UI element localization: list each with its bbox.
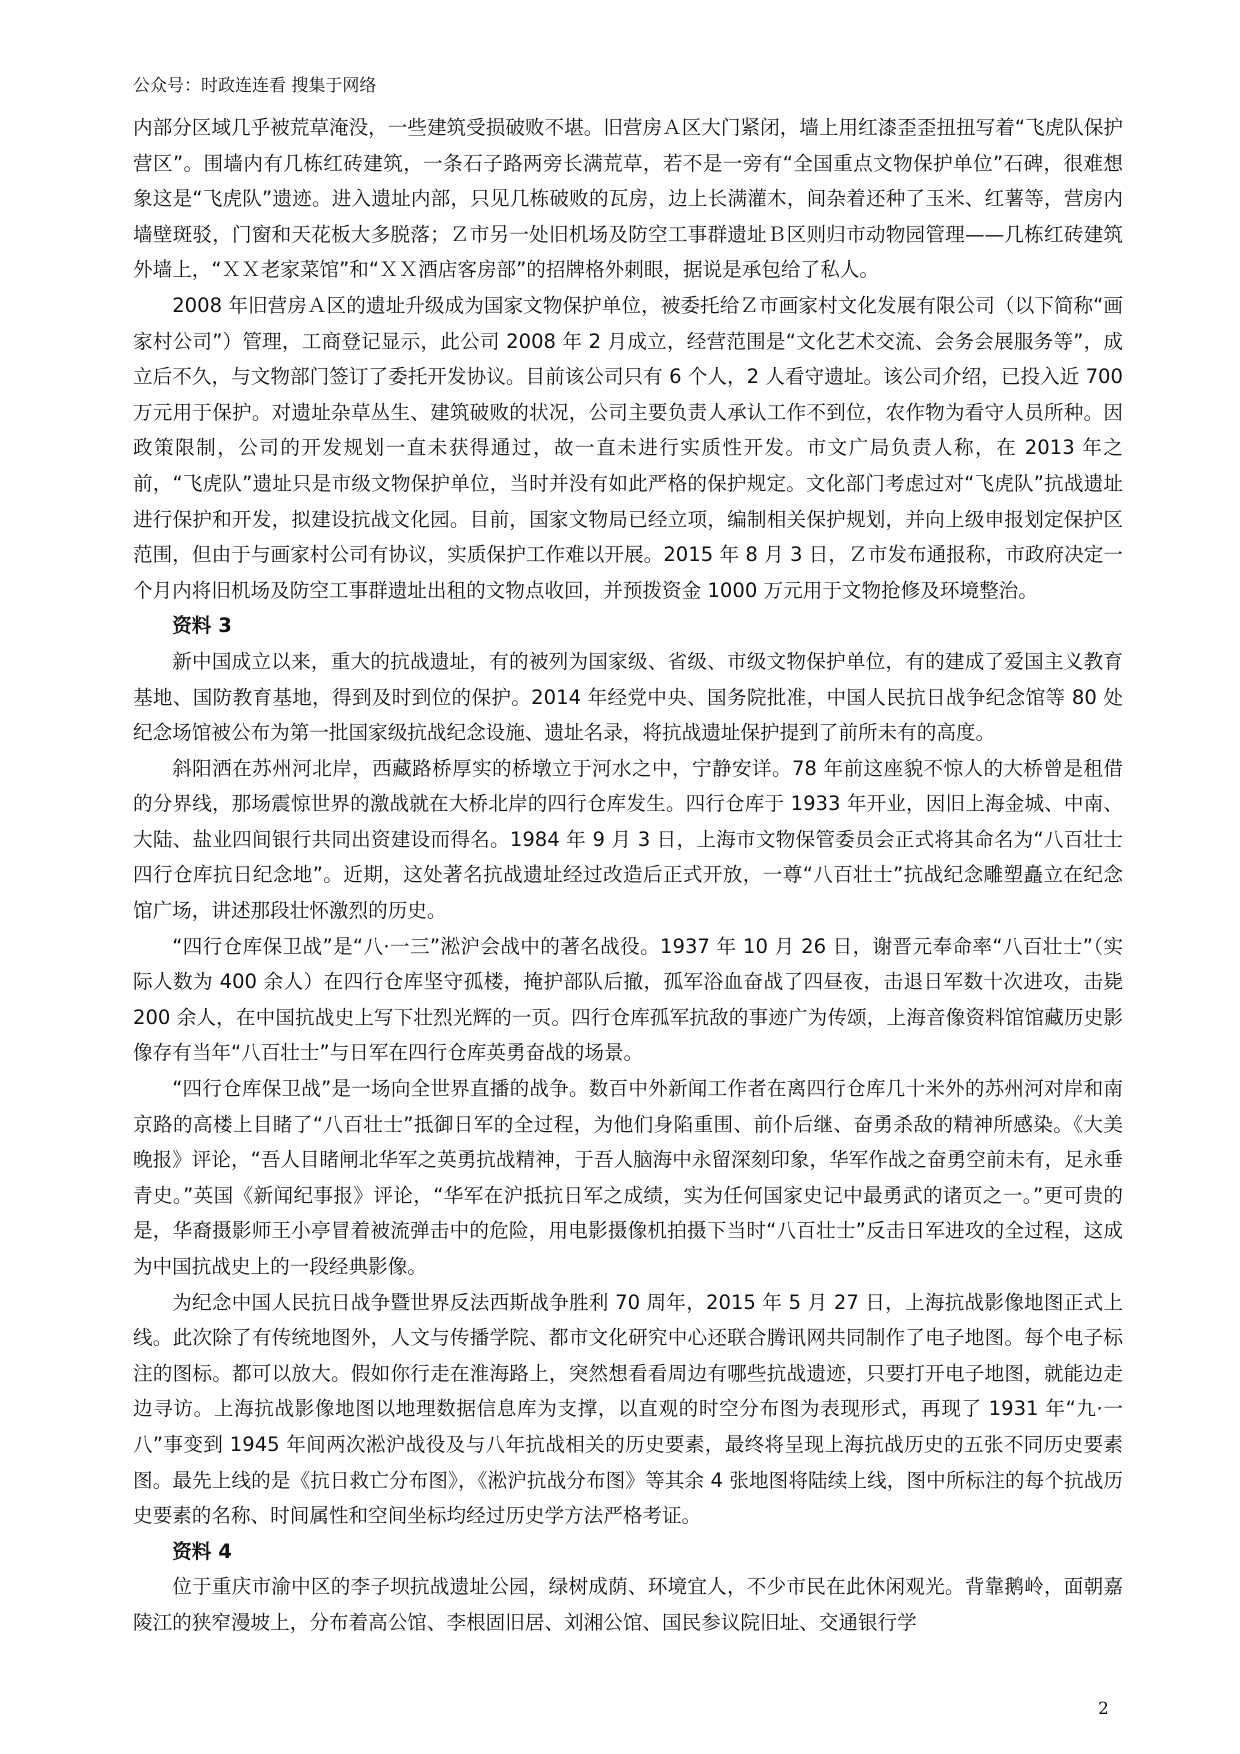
document-body: [133, 110, 1123, 1641]
paragraph-world-broadcast: “四行仓库保卫战”是一场向全世界直播的战争。数百中外新闻工作者在离四行仓库几十米外的苏州河对岸和南京路的高楼上目睹了“八百壮士”抵御日军的全过程，为他们身陷重围、前仆后继、奋勇杀敌的精神所感染。《大美晚报》评论，“吾人目睹闸北华军之英勇抗战精神，于吾人脑海中永留深刻印象，华军作战之奋勇空前未有，足永垂青史。”英国《新闻纪事报》评论，“华军在沪抵抗日军之成绩，实为任何国家史记中最勇武的诸页之一。”更可贵的是，华裔摄影师王小亭冒着被流弹击中的危险，用电影摄像机拍摄下当时“八百壮士”反击日军进攻的全过程，这成为中国抗战史上的一段经典影像。: [133, 1077, 1123, 1278]
section-title-material-3: 资料 3: [172, 614, 232, 638]
paragraph-shanghai-war-map: 为纪念中国人民抗日战争暨世界反法西斯战争胜利 70 周年，2015 年 5 月 27 日，上海抗战影像地图正式上线。此次除了有传统地图外，人文与传播学院、都市文化研究中心还联合腾讯网共同制作了电子地图。每个电子标注的图标。都可以放大。假如你行走在淮海路上，突然想看看周边有哪些抗战遗迹，只要打开电子地图，就能边走边寻访。上海抗战影像地图以地理数据信息库为支撑，以直观的时空分布图为表现形式，再现了 1931 年“九·一八”事变到 1945 年间两次淞沪战役及与八年抗战相关的历史要素，最终将呈现上海抗战历史的五张不同历史要素图。最先上线的是《抗日救亡分布图》，《淞沪抗战分布图》等其余 4 张地图将陆续上线，图中所标注的每个抗战历史要素的名称、时间属性和空间坐标均经过历史学方法严格考证。: [133, 1290, 1123, 1528]
paragraph-painters-village-company: 2008 年旧营房Ａ区的遗址升级成为国家文物保护单位，被委托给Ｚ市画家村文化发展有限公司（以下简称“画家村公司”）管理，工商登记显示，此公司 2008 年 2 月成立，经营范围是“文化艺术交流、会务会展服务等”，成立后不久，与文物部门签订了委托开发协议。目前该公司只有 6 个人，2 人看守遗址。该公司介绍，已投入近 700 万元用于保护。对遗址杂草丛生、建筑破败的状况，公司主要负责人承认工作不到位，农作物为看守人员所种。因政策限制，公司的开发规划一直未获得通过，故一直未进行实质性开发。市文广局负责人称，在 2013 年之前，“飞虎队”遗址只是市级文物保护单位，当时并没有如此严格的保护规定。文化部门考虑过对“飞虎队”抗战遗址进行保护和开发，拟建设抗战文化园。目前，国家文物局已经立项，编制相关保护规划，并向上级申报划定保护区范围，但由于与画家村公司有协议，实质保护工作难以开展。2015 年 8 月 3 日，Ｚ市发布通报称，市政府决定一个月内将旧机场及防空工事群遗址出租的文物点收回，并预拨资金 1000 万元用于文物抢修及环境整治。: [133, 293, 1123, 602]
paragraph-sihang-battle: “四行仓库保卫战”是“八·一三”淞沪会战中的著名战役。1937 年 10 月 26 日，谢晋元奉命率“八百壮士”（实际人数为 400 余人）在四行仓库坚守孤楼，掩护部队后撤，孤军浴血奋战了四昼夜，击退日军数十次进攻，击毙 200 余人，在中国抗战史上写下壮烈光辉的一页。四行仓库孤军抗敌的事迹广为传颂，上海音像资料馆馆藏历史影像存有当年“八百壮士”与日军在四行仓库英勇奋战的场景。: [133, 934, 1123, 1065]
paragraph-sihang-warehouse: 斜阳洒在苏州河北岸，西藏路桥厚实的桥墩立于河水之中，宁静安详。78 年前这座貌不惊人的大桥曾是租借的分界线，那场震惊世界的激战就在大桥北岸的四行仓库发生。四行仓库于 1933 年开业，因旧上海金城、中南、大陆、盐业四间银行共同出资建设而得名。1984 年 9 月 3 日，上海市文物保管委员会正式将其命名为“八百壮士四行仓库抗日纪念地”。近期，这处著名抗战遗址经过改造后正式开放，一尊“八百壮士”抗战纪念雕塑矗立在纪念馆广场，讲述那段壮怀激烈的历史。: [133, 756, 1123, 923]
paragraph-liziba-park: 位于重庆市渝中区的李子坝抗战遗址公园，绿树成荫、环境宜人，不少市民在此休闲观光。背靠鹅岭，面朝嘉陵江的狭窄漫坡上，分布着高公馆、李根固旧居、刘湘公馆、国民参议院旧址、交通银行学: [133, 1575, 1123, 1634]
page-header-source: 公众号：时政连连看 搜集于网络: [133, 76, 377, 96]
section-title-material-4: 资料 4: [172, 1539, 232, 1563]
paragraph-ruins-description: 内部分区域几乎被荒草淹没，一些建筑受损破败不堪。旧营房Ａ区大门紧闭，墙上用红漆歪歪扭扭写着“飞虎队保护营区”。围墙内有几栋红砖建筑，一条石子路两旁长满荒草，若不是一旁有“全国重点文物保护单位”石碑，很难想象这是“飞虎队”遗迹。进入遗址内部，只见几栋破败的瓦房，边上长满灌木，间杂着还种了玉米、红薯等，营房内墙壁斑驳，门窗和天花板大多脱落；Ｚ市另一处旧机场及防空工事群遗址Ｂ区则归市动物园管理——几栋红砖建筑外墙上，“ＸＸ老家菜馆”和“ＸＸ酒店客房部”的招牌格外刺眼，据说是承包给了私人。: [133, 116, 1123, 282]
paragraph-national-protection: 新中国成立以来，重大的抗战遗址，有的被列为国家级、省级、市级文物保护单位，有的建成了爱国主义教育基地、国防教育基地，得到及时到位的保护。2014 年经党中央、国务院批准，中国人民抗日战争纪念馆等 80 处纪念场馆被公布为第一批国家级抗战纪念设施、遗址名录，将抗战遗址保护提到了前所未有的高度。: [133, 649, 1123, 745]
page-number: 2: [1098, 1699, 1109, 1719]
